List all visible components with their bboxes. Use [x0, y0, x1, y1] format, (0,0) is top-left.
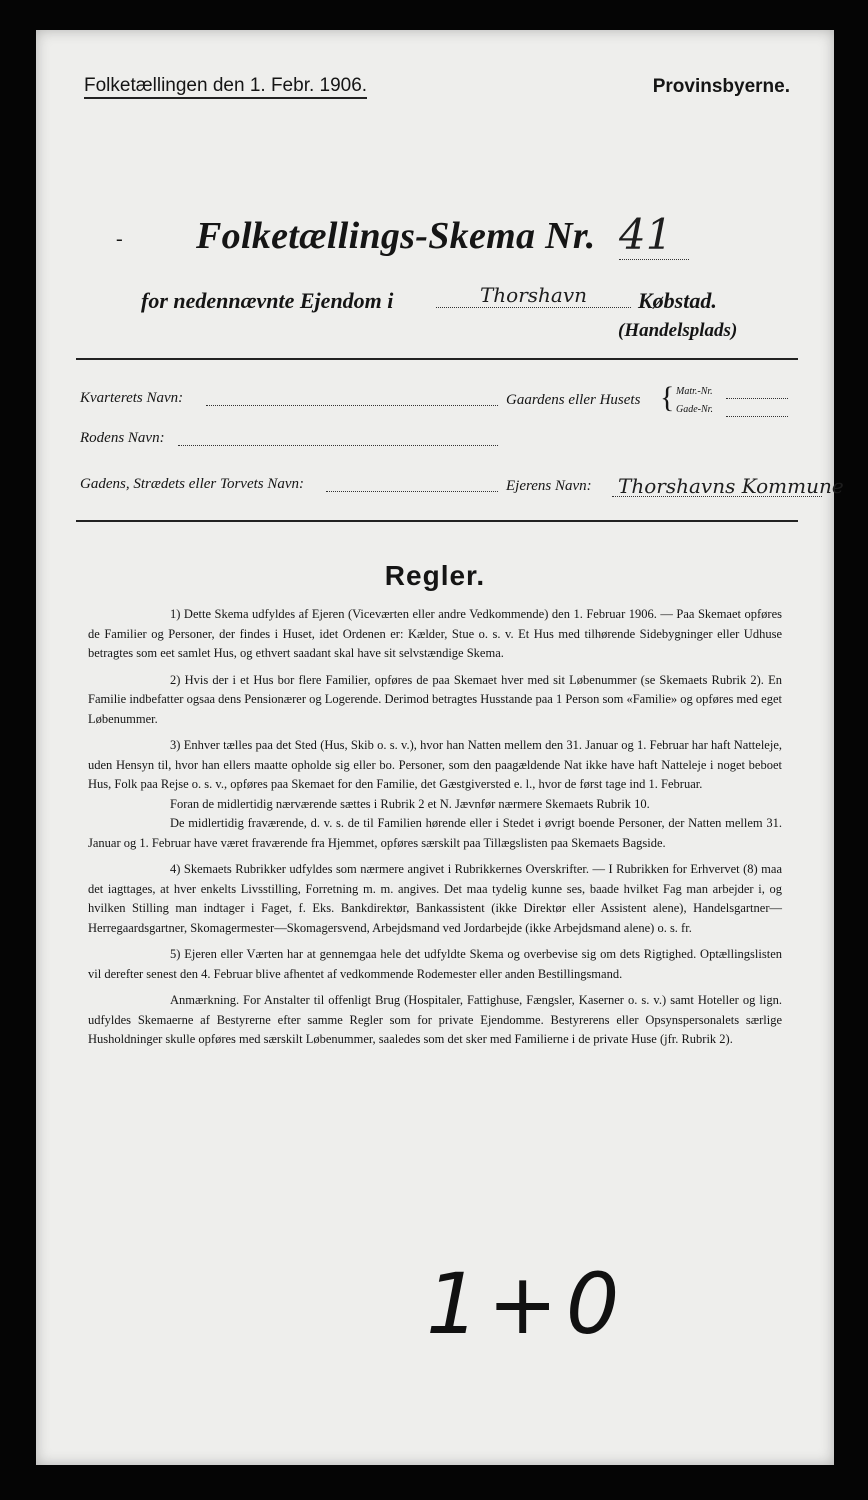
- rule-paragraph: 3) Enhver tælles paa det Sted (Hus, Skib o. s. v.), hvor han Natten mellem den 31. Januar og 1. Februar har haft Natteleje, uden Hensyn til, hvor han ellers maatte opholde sig eller bo. Personer, som den paagældende Nat ikke have haft Natteleje i noget beboet Hus, Folk paa Rejse o. s. v., opføres paa Skemaet for den Familie, det Gæstgiversted e. l., hvor de først tage ind 1. Februar.: [88, 738, 782, 791]
- owner-name-handwritten: Thorshavns Kommune: [618, 474, 844, 498]
- house-label: Gaardens eller Husets: [506, 392, 641, 408]
- top-divider: [76, 358, 798, 360]
- property-prefix: for nedennævnte Ejendom i: [141, 288, 394, 313]
- census-date-header: Folketællingen den 1. Febr. 1906.: [84, 74, 367, 99]
- matr-nr-label: Matr.-Nr.: [676, 386, 713, 397]
- street-name-field: [326, 491, 498, 492]
- region-header: Provinsbyerne.: [652, 76, 790, 97]
- town-type-label: Købstad.: [638, 288, 717, 313]
- matr-nr-field: [726, 398, 788, 399]
- rules-heading: Regler.: [384, 560, 486, 591]
- rule-paragraph: 5) Ejeren eller Værten har at gennemgaa hele det udfyldte Skema og overbevise sig om dets Rigtighed. Optællingslisten vil derefter senest den 4. Februar blive afhentet af vedkommende Rodemester eller anden Bestillingsmand.: [88, 947, 782, 981]
- handwritten-tally-mark: 1+0: [426, 1255, 628, 1353]
- rule-paragraph: 1) Dette Skema udfyldes af Ejeren (Viceværten eller andre Vedkommende) den 1. Februar 1906. — Paa Skemaet opføres de Familier og Personer, der findes i Huset, idet Ordenen er: Kælder, Stue o. s. v. Et Hus med tilhørende Sidebygninger eller Udhuse betragtes som eet samlet Hus, og ethvert saadant skal have sit selvstændige Skema.: [88, 607, 782, 660]
- quarter-name-field: [206, 405, 498, 406]
- annotation-paragraph: Anmærkning. For Anstalter til offenligt Brug (Hospitaler, Fattighuse, Fængsler, Kaserner o. s. v.) samt Hoteller og lign. udfyldes Skemaerne af Bestyrerne efter samme Regler som for private Ejendomme. Bestyrerens eller Opsynspersonalets særlige Husholdninger skulle opføres med særskilt Løbenummer, saaledes som det sker med Familierne i de private Huse (jfr. Rubrik 2).: [88, 993, 782, 1046]
- rule-paragraph: De midlertidig fraværende, d. v. s. de til Familien hørende eller i Stedet i øvrigt boende Personer, der Natten mellem 31. Januar og 1. Februar have været fraværende fra Hjemmet, opføres særskilt paa Tillægslisten paa Skemaets Bagside.: [88, 816, 782, 850]
- rule-paragraph: 4) Skemaets Rubrikker udfyldes som nærmere angivet i Rubrikkernes Overskrifter. — I Rubrikken for Erhvervet (8) maa det iagttages, at hver enkelts Livsstilling, Forretning m. m. angives. Det maa tydelig kunne ses, baade hvilket Fag man arbejder i, og hvilken Stilling man indtager i Faget, f. Eks. Bankdirektør, Bankassistent (ikke Direktør eller Assistent alene), Handelsgartner—Herregaardsgartner, Skomagermester—Skomagersvend, Arbejdsmand ved Jordarbejde (ikke Arbejdsmand alene) o. s. fr.: [88, 862, 782, 935]
- quarter-name-label: Kvarterets Navn:: [80, 390, 184, 406]
- place-handwritten: Thorshavn: [436, 283, 631, 308]
- trading-place-label: (Handelsplads): [618, 320, 738, 341]
- form-title: Folketællings-Skema Nr.: [196, 215, 596, 257]
- schema-number-handwritten: 41: [619, 210, 689, 260]
- rule-paragraph: 2) Hvis der i et Hus bor flere Familier, opføres de paa Skemaet hver med sit Løbenummer (se Skemaets Rubrik 2). En Familie indbefatter ogsaa dens Pensionærer og Logerende. Derimod betragtes Husstande paa 1 Person som «Familie» og opføres med eget Løbenummer.: [88, 672, 782, 726]
- middle-divider: [76, 520, 798, 522]
- street-name-label: Gadens, Strædets eller Torvets Navn:: [80, 476, 305, 492]
- rules-body: [88, 605, 782, 1057]
- owner-name-field: [612, 496, 822, 497]
- brace-glyph: {: [660, 381, 675, 414]
- rode-name-label: Rodens Navn:: [80, 430, 165, 446]
- rode-name-field: [178, 445, 498, 446]
- title-dash: -: [116, 228, 123, 250]
- gade-nr-field: [726, 416, 788, 417]
- census-form-page: [36, 30, 844, 1465]
- gade-nr-label: Gade-Nr.: [676, 404, 713, 415]
- owner-name-label: Ejerens Navn:: [506, 478, 592, 494]
- rule-paragraph: Foran de midlertidig nærværende sættes i Rubrik 2 et N. Jævnfør nærmere Skemaets Rubrik 10.: [170, 796, 650, 811]
